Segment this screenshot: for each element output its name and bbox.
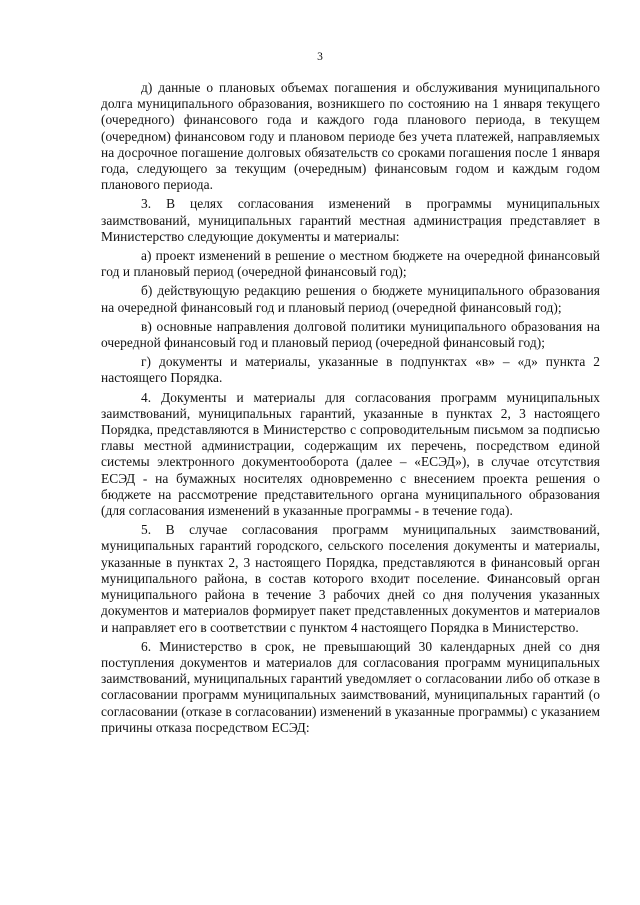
- paragraph-4-submission-procedure: 4. Документы и материалы для согласования программ муниципальных заимствований, муниципальных гарантий, указанные в пунктах 2, 3 настоящего Порядка, представляются в Министерство с сопроводительным письмом за подписью главы местной администрации, содержащим их перечень, посредством единой системы электронного документооборота (далее – «ЕСЭД»), в случае отсутствия ЕСЭД - на бумажных носителях одновременно с внесением проекта решения о бюджете на рассмотрение представительного органа муниципального образования (для согласования изменений в указанные программы - в течение года).: [101, 389, 600, 519]
- paragraph-3a-draft-changes: а) проект изменений в решение о местном бюджете на очередной финансовый год и плановый период (очередной финансовый год);: [101, 248, 600, 280]
- paragraph-2d-debt-data: д) данные о плановых объемах погашения и обслуживания муниципального долга муниципального образования, возникшего по состоянию на 1 января текущего (очередного) финансового года и каждого года планового периода, в текущем (очередном) финансовом году и плановом периоде без учета платежей, направляемых на досрочное погашение долговых обязательств со сроками погашения после 1 января года, следующего за текущим (очередным) финансовым годом и каждым годом планового периода.: [101, 80, 600, 193]
- paragraph-6-ministry-decision: 6. Министерство в срок, не превышающий 30 календарных дней со дня поступления документов и материалов для согласования программ муниципальных заимствований, муниципальных гарантий уведомляет о согласовании либо об отказе в согласовании программ муниципальных заимствований, муниципальных гарантий (о согласовании (отказе в согласовании) изменений в указанные программы) с указанием причины отказа посредством ЕСЭД:: [101, 638, 600, 735]
- paragraph-3-changes-submission: 3. В целях согласования изменений в программы муниципальных заимствований, муниципальных гарантий местная администрация представляет в Министерство следующие документы и материалы:: [101, 196, 600, 244]
- document-body: [101, 80, 600, 739]
- paragraph-3g-documents: г) документы и материалы, указанные в подпунктах «в» – «д» пункта 2 настоящего Порядка.: [101, 354, 600, 386]
- page-number: 3: [317, 51, 323, 63]
- paragraph-3b-current-edition: б) действующую редакцию решения о бюджете муниципального образования на очередной финансовый год и плановый период (очередной финансовый год);: [101, 283, 600, 315]
- paragraph-5-settlements: 5. В случае согласования программ муниципальных заимствований, муниципальных гарантий городского, сельского поселения документы и материалы, указанные в пунктах 2, 3 настоящего Порядка, представляются в финансовый орган муниципального района, в состав которого входит поселение. Финансовый орган муниципального района в течение 3 рабочих дней со дня получения указанных документов и материалов формирует пакет представленных документов и материалов и направляет его в соответствии с пунктом 4 настоящего Порядка в Министерство.: [101, 522, 600, 635]
- paragraph-3v-debt-policy: в) основные направления долговой политики муниципального образования на очередной финансовый год и плановый период (очередной финансовый год);: [101, 318, 600, 351]
